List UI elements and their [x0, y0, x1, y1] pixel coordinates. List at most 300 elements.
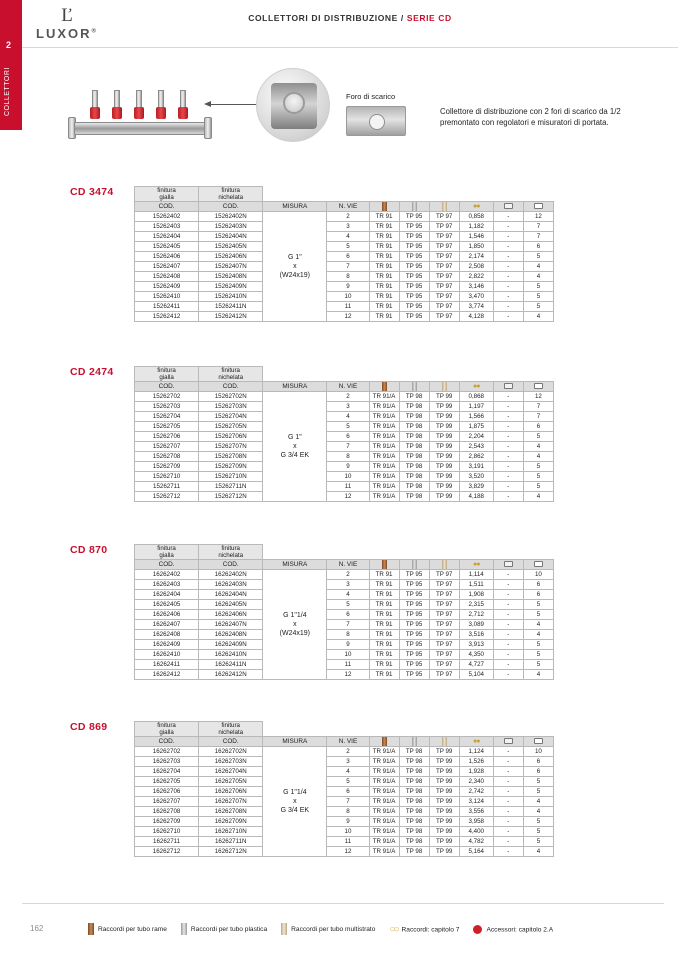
cell-peso: 3,146 — [459, 282, 493, 292]
table-row[interactable] — [135, 817, 554, 827]
cell-tr: TR 91/A — [369, 472, 399, 482]
table-row[interactable] — [135, 757, 554, 767]
cell-peso: 2,712 — [459, 610, 493, 620]
cell-scatola: 5 — [523, 462, 553, 472]
col-vie: N. VIE — [327, 560, 369, 570]
cell-peso: 3,516 — [459, 630, 493, 640]
cell-imballo: - — [493, 630, 523, 640]
cell-imballo: - — [493, 262, 523, 272]
callout-leader-line — [210, 104, 262, 105]
cell-tp-multistrato: TP 97 — [429, 242, 459, 252]
cell-tr: TR 91 — [369, 590, 399, 600]
table-row[interactable] — [135, 570, 554, 580]
raccordi-icon: ●● — [459, 202, 493, 212]
cell-vie: 2 — [327, 747, 369, 757]
cell-vie: 11 — [327, 837, 369, 847]
cell-cod-nichelata: 16262704N — [199, 767, 263, 777]
cell-cod-nichelata: 15262703N — [199, 402, 263, 412]
cell-tp-plastica: TP 95 — [399, 650, 429, 660]
cell-cod-nichelata: 16262404N — [199, 590, 263, 600]
table-row[interactable] — [135, 600, 554, 610]
cell-cod-gialla: 15262407 — [135, 262, 199, 272]
cell-tp-plastica: TP 98 — [399, 392, 429, 402]
cell-imballo: - — [493, 232, 523, 242]
cell-tp-multistrato: TP 97 — [429, 630, 459, 640]
cell-tp-plastica: TP 98 — [399, 422, 429, 432]
cell-vie: 9 — [327, 462, 369, 472]
cell-imballo: - — [493, 462, 523, 472]
detail-zoom-image — [256, 68, 330, 142]
cell-scatola: 5 — [523, 472, 553, 482]
cell-imballo: - — [493, 492, 523, 502]
cell-tp-multistrato: TP 99 — [429, 452, 459, 462]
cell-vie: 9 — [327, 817, 369, 827]
table-row[interactable] — [135, 670, 554, 680]
cell-tr: TR 91 — [369, 212, 399, 222]
cell-cod-nichelata: 16262402N — [199, 570, 263, 580]
cell-tp-multistrato: TP 97 — [429, 252, 459, 262]
cell-scatola: 5 — [523, 432, 553, 442]
cell-peso: 1,928 — [459, 767, 493, 777]
cell-tp-multistrato: TP 97 — [429, 600, 459, 610]
cell-peso: 3,913 — [459, 640, 493, 650]
cell-tr: TR 91/A — [369, 837, 399, 847]
cell-cod-nichelata: 16262403N — [199, 580, 263, 590]
cell-scatola: 5 — [523, 660, 553, 670]
cell-tr: TR 91/A — [369, 492, 399, 502]
cell-scatola: 4 — [523, 797, 553, 807]
table-row[interactable] — [135, 620, 554, 630]
cell-vie: 7 — [327, 797, 369, 807]
cell-tr: TR 91 — [369, 660, 399, 670]
cell-cod-nichelata: 16262702N — [199, 747, 263, 757]
cell-tp-plastica: TP 95 — [399, 252, 429, 262]
cell-vie: 10 — [327, 472, 369, 482]
scatola-icon — [523, 382, 553, 392]
col-finitura-gialla: finitura gialla — [135, 187, 199, 202]
cell-cod-nichelata: 16262405N — [199, 600, 263, 610]
cell-tr: TR 91/A — [369, 817, 399, 827]
cell-vie: 4 — [327, 590, 369, 600]
cell-tr: TR 91 — [369, 262, 399, 272]
cell-tp-plastica: TP 98 — [399, 442, 429, 452]
brand-logo — [36, 4, 98, 44]
raccordi-icon: ●● — [459, 382, 493, 392]
cell-peso: 3,774 — [459, 302, 493, 312]
cell-tp-plastica: TP 98 — [399, 492, 429, 502]
cell-cod-nichelata: 15262405N — [199, 242, 263, 252]
cell-vie: 8 — [327, 630, 369, 640]
cell-vie: 7 — [327, 620, 369, 630]
cell-peso: 2,340 — [459, 777, 493, 787]
cell-imballo: - — [493, 837, 523, 847]
table-row[interactable] — [135, 232, 554, 242]
col-vie: N. VIE — [327, 382, 369, 392]
cell-tp-plastica: TP 98 — [399, 482, 429, 492]
cell-scatola: 4 — [523, 312, 553, 322]
legend-label: Raccordi per tubo rame — [98, 926, 167, 933]
cell-tp-multistrato: TP 97 — [429, 302, 459, 312]
cell-cod-nichelata: 16262410N — [199, 650, 263, 660]
cell-vie: 2 — [327, 212, 369, 222]
cell-tr: TR 91/A — [369, 392, 399, 402]
cell-scatola: 4 — [523, 492, 553, 502]
cell-tp-plastica: TP 95 — [399, 610, 429, 620]
cell-peso: 3,520 — [459, 472, 493, 482]
imballo-icon — [493, 202, 523, 212]
cell-cod-gialla: 16262712 — [135, 847, 199, 857]
table-row[interactable] — [135, 422, 554, 432]
col-cod-nichelata: COD. — [199, 202, 263, 212]
table-row[interactable] — [135, 640, 554, 650]
cell-cod-nichelata: 16262712N — [199, 847, 263, 857]
tubo-multistrato-icon — [429, 560, 459, 570]
cell-imballo: - — [493, 482, 523, 492]
manifold-port — [178, 90, 188, 124]
cell-cod-nichelata: 16262412N — [199, 670, 263, 680]
table-row[interactable] — [135, 650, 554, 660]
table-row[interactable] — [135, 242, 554, 252]
cell-peso: 2,315 — [459, 600, 493, 610]
tubo-rame-icon — [369, 560, 399, 570]
cell-scatola: 4 — [523, 262, 553, 272]
cell-cod-nichelata: 16262409N — [199, 640, 263, 650]
cell-tr: TR 91 — [369, 570, 399, 580]
table-row[interactable] — [135, 472, 554, 482]
table-row[interactable] — [135, 292, 554, 302]
cell-tp-plastica: TP 95 — [399, 570, 429, 580]
table-row[interactable] — [135, 312, 554, 322]
cell-tp-multistrato: TP 99 — [429, 422, 459, 432]
table-row[interactable] — [135, 610, 554, 620]
cell-scatola: 5 — [523, 600, 553, 610]
table-row[interactable] — [135, 212, 554, 222]
cell-cod-nichelata: 15262412N — [199, 312, 263, 322]
table-row[interactable] — [135, 302, 554, 312]
cell-vie: 9 — [327, 640, 369, 650]
product-title-cd869: CD 869 — [70, 721, 108, 733]
cell-peso: 3,829 — [459, 482, 493, 492]
cell-vie: 9 — [327, 282, 369, 292]
table-row[interactable] — [135, 412, 554, 422]
cell-scatola: 6 — [523, 767, 553, 777]
cell-imballo: - — [493, 797, 523, 807]
cell-scatola: 4 — [523, 807, 553, 817]
cell-cod-nichelata: 16262703N — [199, 757, 263, 767]
cell-cod-gialla: 15262712 — [135, 492, 199, 502]
cell-cod-gialla: 16262705 — [135, 777, 199, 787]
drain-hole-label: Foro di scarico — [346, 92, 396, 101]
cell-peso: 1,875 — [459, 422, 493, 432]
cell-imballo: - — [493, 640, 523, 650]
cell-tr: TR 91/A — [369, 452, 399, 462]
table-row[interactable] — [135, 222, 554, 232]
table-row[interactable] — [135, 482, 554, 492]
page-title — [22, 13, 678, 23]
cell-tp-multistrato: TP 97 — [429, 670, 459, 680]
col-misura: MISURA — [263, 560, 327, 570]
manifold-end-right — [204, 117, 212, 139]
cell-tr: TR 91/A — [369, 767, 399, 777]
cell-imballo: - — [493, 212, 523, 222]
table-row[interactable] — [135, 630, 554, 640]
cell-vie: 5 — [327, 422, 369, 432]
tubo-multistrato-icon — [281, 926, 291, 933]
cell-imballo: - — [493, 242, 523, 252]
cell-tp-plastica: TP 95 — [399, 262, 429, 272]
cell-peso: 1,114 — [459, 570, 493, 580]
cell-vie: 4 — [327, 412, 369, 422]
cell-tp-multistrato: TP 99 — [429, 432, 459, 442]
cell-vie: 6 — [327, 252, 369, 262]
manifold-port — [112, 90, 122, 124]
cell-tp-multistrato: TP 99 — [429, 797, 459, 807]
col-cod-nichelata: COD. — [199, 382, 263, 392]
table-row[interactable] — [135, 827, 554, 837]
tubo-rame-icon — [369, 202, 399, 212]
legend-label: Raccordi per tubo plastica — [190, 926, 268, 933]
table-row[interactable] — [135, 580, 554, 590]
cell-cod-nichelata: 15262408N — [199, 272, 263, 282]
cell-cod-gialla: 15262409 — [135, 282, 199, 292]
cell-scatola: 5 — [523, 252, 553, 262]
cell-vie: 3 — [327, 757, 369, 767]
cell-cod-gialla: 15262709 — [135, 462, 199, 472]
cell-peso: 3,124 — [459, 797, 493, 807]
cell-tp-multistrato: TP 97 — [429, 650, 459, 660]
cell-tp-plastica: TP 98 — [399, 827, 429, 837]
cell-tp-plastica: TP 98 — [399, 472, 429, 482]
tubo-plastica-icon — [181, 926, 191, 933]
table-row[interactable] — [135, 660, 554, 670]
table-row[interactable] — [135, 432, 554, 442]
raccordi-icon: ●● — [459, 560, 493, 570]
cell-tp-multistrato: TP 97 — [429, 222, 459, 232]
cell-cod-nichelata: 15262704N — [199, 412, 263, 422]
cell-tp-multistrato: TP 99 — [429, 827, 459, 837]
cell-tp-plastica: TP 95 — [399, 302, 429, 312]
cell-cod-gialla: 16262412 — [135, 670, 199, 680]
cell-imballo: - — [493, 272, 523, 282]
cell-cod-gialla: 16262703 — [135, 757, 199, 767]
cell-cod-gialla: 16262410 — [135, 650, 199, 660]
cell-imballo: - — [493, 757, 523, 767]
cell-cod-gialla: 15262707 — [135, 442, 199, 452]
cell-cod-gialla: 15262408 — [135, 272, 199, 282]
table-row[interactable] — [135, 402, 554, 412]
cell-imballo: - — [493, 580, 523, 590]
table-row[interactable] — [135, 797, 554, 807]
cell-tr: TR 91 — [369, 620, 399, 630]
cell-vie: 4 — [327, 767, 369, 777]
cell-tp-multistrato: TP 99 — [429, 757, 459, 767]
cell-scatola: 5 — [523, 610, 553, 620]
cell-tp-multistrato: TP 99 — [429, 392, 459, 402]
cell-peso: 4,782 — [459, 837, 493, 847]
cell-tr: TR 91 — [369, 302, 399, 312]
cell-cod-nichelata: 15262705N — [199, 422, 263, 432]
cell-peso: 3,191 — [459, 462, 493, 472]
cell-scatola: 5 — [523, 777, 553, 787]
cell-cod-nichelata: 16262709N — [199, 817, 263, 827]
cell-imballo: - — [493, 590, 523, 600]
cell-cod-nichelata: 15262407N — [199, 262, 263, 272]
cell-misura: G 1"1/4 x G 3/4 EK — [263, 747, 327, 857]
table-row[interactable] — [135, 392, 554, 402]
cell-cod-gialla: 16262708 — [135, 807, 199, 817]
cell-imballo: - — [493, 292, 523, 302]
table-row[interactable] — [135, 837, 554, 847]
cell-imballo: - — [493, 650, 523, 660]
cell-tp-plastica: TP 95 — [399, 282, 429, 292]
cell-imballo: - — [493, 847, 523, 857]
cell-tp-plastica: TP 98 — [399, 787, 429, 797]
cell-tp-multistrato: TP 99 — [429, 837, 459, 847]
cell-tp-plastica: TP 98 — [399, 837, 429, 847]
table-row[interactable] — [135, 282, 554, 292]
legend-item — [473, 925, 553, 934]
cell-scatola: 4 — [523, 452, 553, 462]
cell-tp-plastica: TP 95 — [399, 222, 429, 232]
legend-label: Accessori: capitolo 2.A — [486, 926, 554, 933]
col-finitura-gialla: finitura gialla — [135, 367, 199, 382]
cell-imballo: - — [493, 312, 523, 322]
cell-peso: 2,543 — [459, 442, 493, 452]
cell-cod-nichelata: 15262409N — [199, 282, 263, 292]
cell-tp-multistrato: TP 97 — [429, 212, 459, 222]
cell-scatola: 5 — [523, 302, 553, 312]
cell-tp-multistrato: TP 97 — [429, 272, 459, 282]
table-row[interactable] — [135, 590, 554, 600]
cell-scatola: 5 — [523, 482, 553, 492]
chapter-label: COLLETTORI — [4, 67, 11, 116]
table-row[interactable] — [135, 777, 554, 787]
tubo-plastica-icon — [399, 737, 429, 747]
cell-cod-gialla: 15262412 — [135, 312, 199, 322]
cell-scatola: 6 — [523, 580, 553, 590]
table-row[interactable] — [135, 492, 554, 502]
col-finitura-nichelata: finitura nichelata — [199, 187, 263, 202]
table-row[interactable] — [135, 847, 554, 857]
cell-misura: G 1"1/4 x (W24x19) — [263, 570, 327, 680]
cell-peso: 1,566 — [459, 412, 493, 422]
cell-scatola: 4 — [523, 847, 553, 857]
table-row[interactable] — [135, 747, 554, 757]
cell-scatola: 7 — [523, 412, 553, 422]
table-row[interactable] — [135, 452, 554, 462]
intro-description: Collettore di distribuzione con 2 fori di scarico da 1/2 premontato con regolatori e misuratori di portata. — [440, 107, 621, 127]
cell-tp-plastica: TP 98 — [399, 817, 429, 827]
cell-cod-nichelata: 16262408N — [199, 630, 263, 640]
table-row[interactable] — [135, 272, 554, 282]
intro-illustration — [60, 62, 664, 174]
cell-peso: 1,908 — [459, 590, 493, 600]
cell-peso: 4,727 — [459, 660, 493, 670]
cell-imballo: - — [493, 472, 523, 482]
cell-tp-multistrato: TP 97 — [429, 580, 459, 590]
cell-tr: TR 91/A — [369, 412, 399, 422]
cell-tr: TR 91/A — [369, 777, 399, 787]
table-row[interactable] — [135, 767, 554, 777]
table-row[interactable] — [135, 807, 554, 817]
cell-peso: 1,197 — [459, 402, 493, 412]
cell-cod-gialla: 16262710 — [135, 827, 199, 837]
cell-scatola: 6 — [523, 757, 553, 767]
cell-cod-nichelata: 15262710N — [199, 472, 263, 482]
cell-misura: G 1" x (W24x19) — [263, 212, 327, 322]
cell-peso: 1,526 — [459, 757, 493, 767]
cell-tp-multistrato: TP 99 — [429, 847, 459, 857]
col-finitura-nichelata: finitura nichelata — [199, 367, 263, 382]
col-cod-nichelata: COD. — [199, 737, 263, 747]
cell-peso: 0,858 — [459, 212, 493, 222]
cell-tp-multistrato: TP 99 — [429, 402, 459, 412]
cell-scatola: 5 — [523, 640, 553, 650]
legend-item — [181, 923, 267, 935]
cell-cod-gialla: 16262709 — [135, 817, 199, 827]
cell-tr: TR 91/A — [369, 482, 399, 492]
cell-imballo: - — [493, 670, 523, 680]
cell-cod-nichelata: 15262411N — [199, 302, 263, 312]
cell-vie: 10 — [327, 650, 369, 660]
table-row[interactable] — [135, 262, 554, 272]
table-row[interactable] — [135, 442, 554, 452]
cell-tp-plastica: TP 95 — [399, 620, 429, 630]
cell-peso: 4,128 — [459, 312, 493, 322]
cell-cod-nichelata: 15262403N — [199, 222, 263, 232]
product-title-cd870: CD 870 — [70, 544, 108, 556]
cell-cod-nichelata: 16262705N — [199, 777, 263, 787]
legend-item — [389, 924, 459, 935]
legend — [88, 918, 664, 936]
cell-tp-multistrato: TP 99 — [429, 787, 459, 797]
cell-vie: 5 — [327, 242, 369, 252]
cell-scatola: 12 — [523, 212, 553, 222]
cell-tp-multistrato: TP 99 — [429, 482, 459, 492]
cell-peso: 2,822 — [459, 272, 493, 282]
page-header — [22, 0, 678, 48]
cell-vie: 10 — [327, 292, 369, 302]
legend-label: Raccordi per tubo multistrato — [291, 926, 376, 933]
table-row[interactable] — [135, 787, 554, 797]
col-finitura-gialla: finitura gialla — [135, 722, 199, 737]
cell-tp-plastica: TP 98 — [399, 432, 429, 442]
cell-tr: TR 91 — [369, 580, 399, 590]
cell-scatola: 5 — [523, 837, 553, 847]
cell-imballo: - — [493, 252, 523, 262]
cell-tp-multistrato: TP 97 — [429, 282, 459, 292]
cell-cod-gialla: 16262405 — [135, 600, 199, 610]
imballo-icon — [493, 382, 523, 392]
col-finitura-nichelata: finitura nichelata — [199, 545, 263, 560]
cell-tp-multistrato: TP 99 — [429, 747, 459, 757]
cell-imballo: - — [493, 747, 523, 757]
cell-vie: 12 — [327, 847, 369, 857]
cell-tp-plastica: TP 95 — [399, 212, 429, 222]
cell-tr: TR 91/A — [369, 442, 399, 452]
cell-peso: 5,164 — [459, 847, 493, 857]
cell-tp-plastica: TP 95 — [399, 660, 429, 670]
cell-cod-gialla: 15262406 — [135, 252, 199, 262]
cell-tr: TR 91 — [369, 222, 399, 232]
table-row[interactable] — [135, 252, 554, 262]
cell-cod-gialla: 15262402 — [135, 212, 199, 222]
cell-tp-plastica: TP 98 — [399, 777, 429, 787]
table-row[interactable] — [135, 462, 554, 472]
cell-scatola: 4 — [523, 272, 553, 282]
cell-vie: 12 — [327, 670, 369, 680]
cell-tp-multistrato: TP 97 — [429, 590, 459, 600]
